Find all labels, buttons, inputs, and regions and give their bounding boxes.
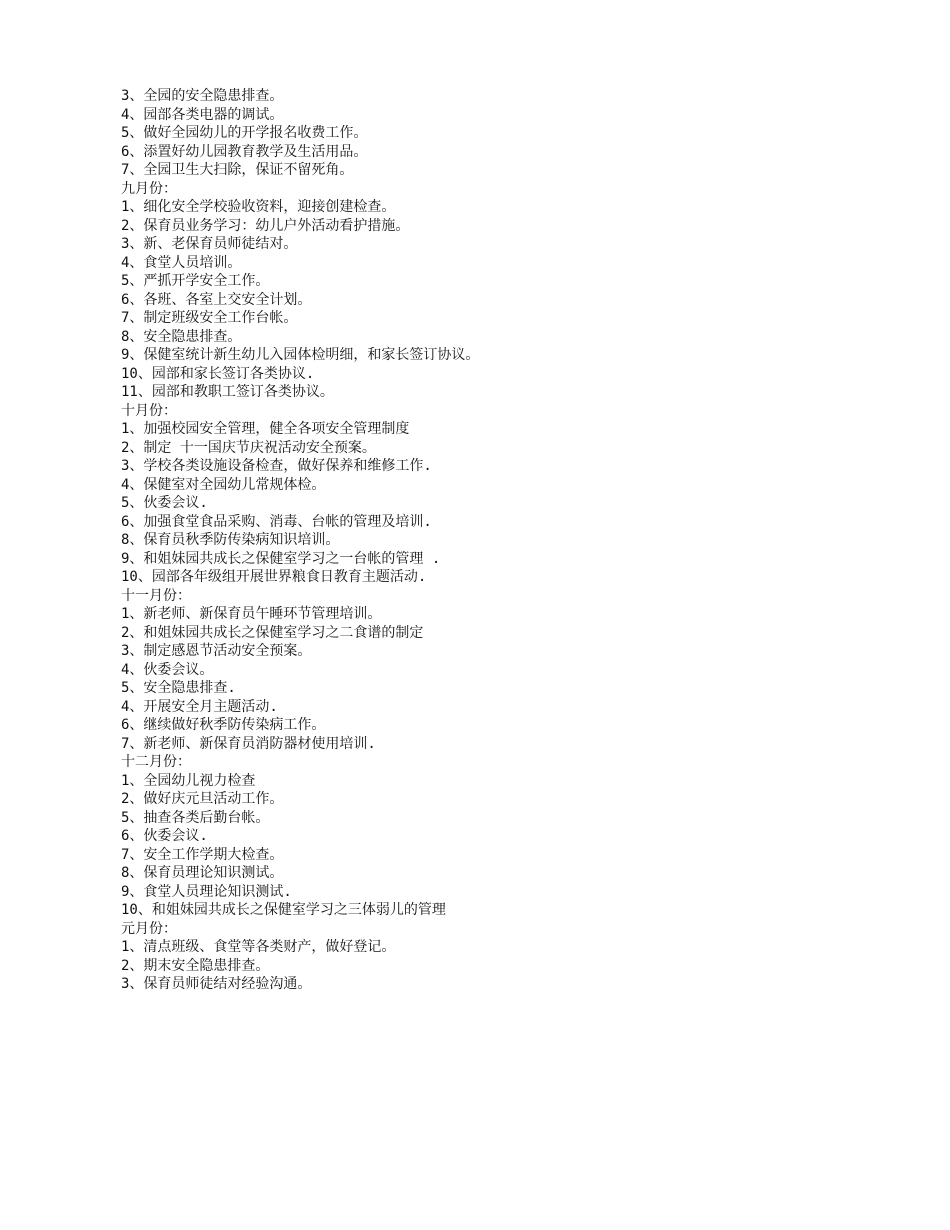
plan-item: 5、安全隐患排查. [121,680,236,696]
plan-item: 2、做好庆元旦活动工作。 [121,791,284,807]
plan-item: 9、和姐妹园共成长之保健室学习之一台帐的管理 . [121,550,441,567]
plan-item: 10、园部和家长签订各类协议. [121,365,315,382]
plan-item: 2、期末安全隐患排查。 [121,957,270,974]
plan-item: 7、制定班级安全工作台帐。 [121,310,298,326]
plan-item: 1、全园幼儿视力检查 [121,772,256,789]
plan-item: 11、园部和教职工签订各类协议。 [121,384,334,400]
plan-item: 1、新老师、新保育员午睡环节管理培训。 [121,606,382,622]
month-heading: 十二月份： [121,754,191,770]
plan-item: 3、新、老保育员师徒结对。 [121,236,298,252]
plan-item: 4、伙委会议。 [121,661,214,678]
plan-item: 1、清点班级、食堂等各类财产，做好登记。 [121,939,396,955]
plan-item: 2、保育员业务学习：幼儿户外活动看护措施。 [121,217,410,234]
month-heading: 九月份： [121,180,177,197]
plan-item: 1、细化安全学校验收资料，迎接创建检查。 [121,199,396,215]
plan-item: 3、制定感恩节活动安全预案。 [121,643,312,659]
plan-item: 7、全园卫生大扫除，保证不留死角。 [121,162,354,178]
plan-item: 6、加强食堂食品采购、消毒、台帐的管理及培训. [121,513,432,530]
plan-item: 6、添置好幼儿园教育教学及生活用品。 [121,143,368,160]
month-heading: 元月份： [121,920,177,937]
plan-item: 6、继续做好秋季防传染病工作。 [121,717,326,733]
plan-item: 8、保育员理论知识测试。 [121,865,284,881]
plan-item: 2、制定 十一国庆节庆祝活动安全预案。 [121,439,376,456]
plan-item: 5、做好全园幼儿的开学报名收费工作。 [121,125,368,141]
plan-item: 8、安全隐患排查。 [121,328,242,345]
plan-item: 9、食堂人员理论知识测试. [121,883,292,900]
document-page [121,87,881,994]
plan-item: 10、和姐妹园共成长之保健室学习之三体弱儿的管理 [121,902,446,918]
plan-item: 5、抽查各类后勤台帐。 [121,809,270,826]
plan-item: 2、和姐妹园共成长之保健室学习之二食谱的制定 [121,624,424,641]
month-heading: 十一月份： [121,587,191,604]
plan-item: 4、开展安全月主题活动. [121,698,278,715]
plan-item: 4、保健室对全园幼儿常规体检。 [121,476,326,493]
plan-item: 10、园部各年级组开展世界粮食日教育主题活动. [121,569,427,585]
plan-item: 1、加强校园安全管理，健全各项安全管理制度 [121,421,410,437]
plan-item: 4、园部各类电器的调试。 [121,106,284,123]
plan-item: 6、伙委会议. [121,828,208,844]
plan-item: 4、食堂人员培训。 [121,254,242,271]
plan-item: 9、保健室统计新生幼儿入园体检明细，和家长签订协议。 [121,347,480,363]
plan-item: 3、全园的安全隐患排查。 [121,88,284,104]
plan-item: 5、严抓开学安全工作。 [121,273,270,289]
month-heading: 十月份： [121,402,177,419]
plan-item: 8、保育员秋季防传染病知识培训。 [121,532,340,548]
plan-item: 7、安全工作学期大检查。 [121,846,284,863]
plan-item: 3、保育员师徒结对经验沟通。 [121,976,312,992]
plan-item: 5、伙委会议. [121,495,208,511]
plan-item: 3、学校各类设施设备检查，做好保养和维修工作. [121,458,432,474]
plan-item: 7、新老师、新保育员消防器材使用培训. [121,735,376,752]
plan-item: 6、各班、各室上交安全计划。 [121,291,312,308]
